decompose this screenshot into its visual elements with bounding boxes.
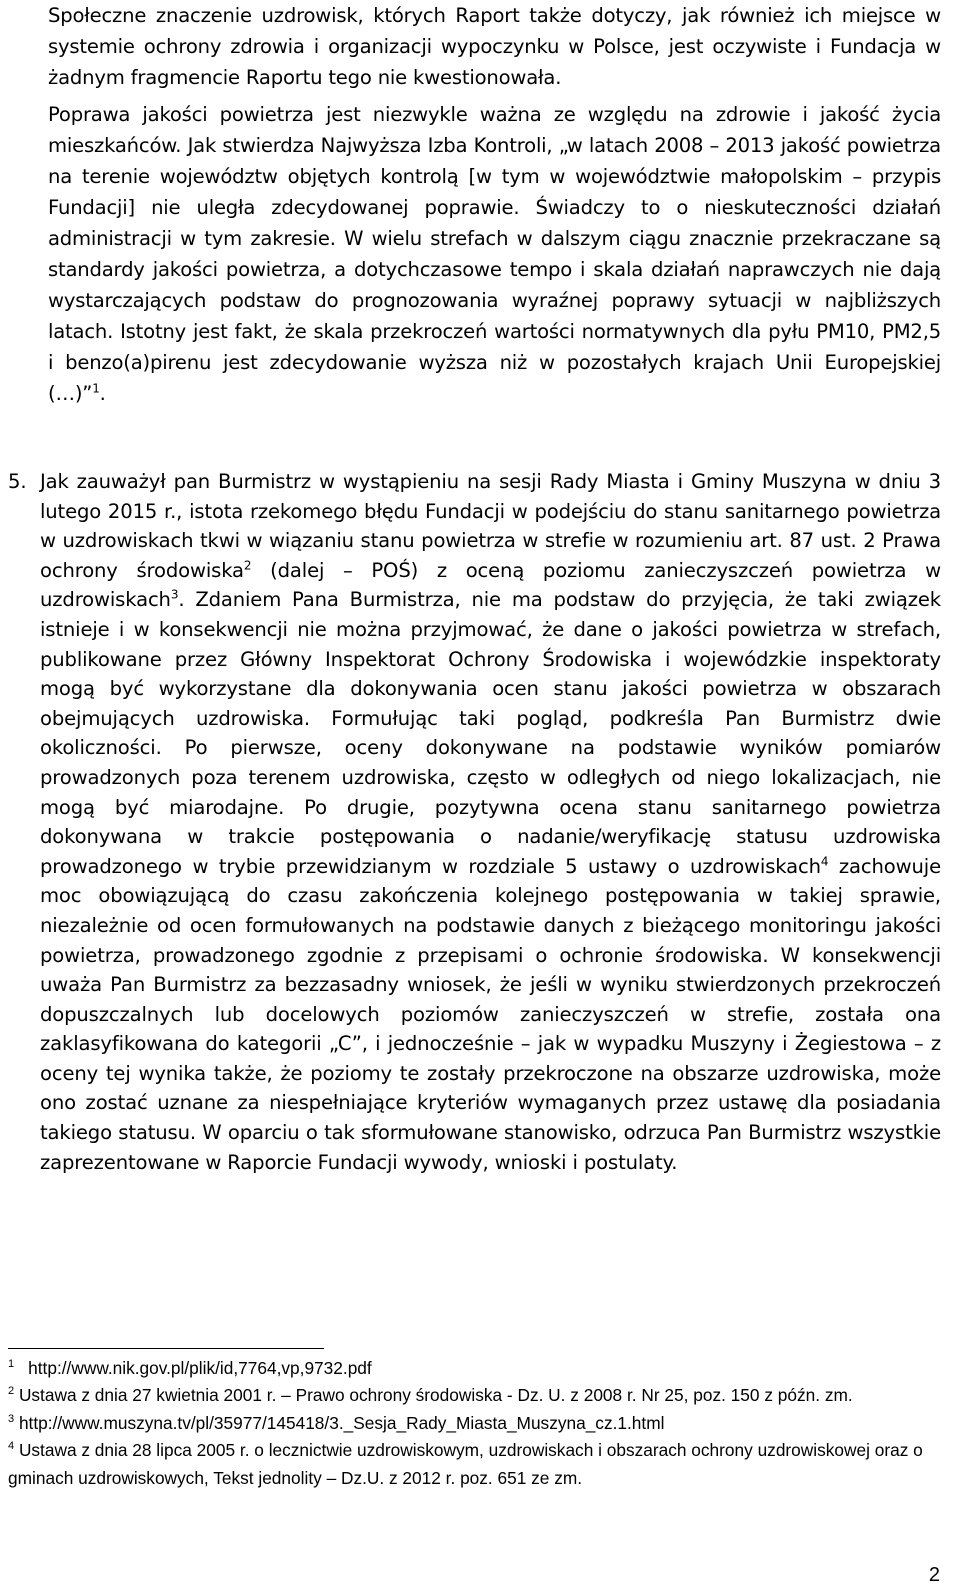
numbered-item-5 <box>8 467 941 1177</box>
item-5-body <box>40 467 941 1177</box>
page-number: 2 <box>928 1564 940 1586</box>
footnote-separator <box>8 1348 324 1349</box>
item-5-text-c: . Zdaniem Pana Burmistrza, nie ma podstaw do przyjęcia, że taki związek istnieje i w konsekwencji nie można przyjmować, że dane o jakości powietrza w strefach, publikowane przez Główny Inspektorat Ochrony Środowiska i wojewódzkie inspektoraty mogą być wykorzystane dla dokonywania ocen stanu jakości powietrza w obszarach obejmujących uzdrowiska. Formułując taki pogląd, podkreśla Pan Burmistrz dwie okoliczności. Po pierwsze, oceny dokonywane na podstawie wyników pomiarów prowadzonych poza terenem uzdrowiska, często w odległych od niego lokalizacjach, nie mogą być miarodajne. Po drugie, pozytywna ocena stanu sanitarnego powietrza dokonywana w trakcie postępowania o nadanie/weryfikację statusu uzdrowiska prowadzonego w trybie przewidzianym w rozdziale 5 ustawy o uzdrowiskach <box>40 588 941 878</box>
footnote-number: 2 <box>8 1385 15 1398</box>
item-5-text-a: Jak zauważył pan Burmistrz w wystąpieniu na sesji Rady Miasta i Gminy Muszyna w dniu 3 lutego 2015 r., istota rzekomego błędu Fundacji w podejściu do stanu sanitarnego powietrza w uzdrowiskach tkwi w wiązaniu stanu powietrza w strefie w rozumieniu art. 87 ust. 2 Prawa ochrony środowiska <box>40 470 941 582</box>
footnote-number: 1 <box>8 1358 15 1371</box>
item-5-text-b: (dalej – POŚ) z oceną poziomu zanieczyszczeń powietrza w uzdrowiskach <box>40 558 941 612</box>
footnote-link[interactable]: http://www.muszyna.tv/pl/35977/145418/3._Sesja_Rady_Miasta_Muszyna_cz.1.html <box>18 1412 665 1433</box>
footnote-1 <box>8 1355 936 1382</box>
paragraph-air-quality-text: Poprawa jakości powietrza jest niezwykle ważna ze względu na zdrowie i jakość życia mieszkańców. Jak stwierdza Najwyższa Izba Kontroli, „w latach 2008 – 2013 jakość powietrza na terenie województw objętych kontrolą [w tym w województwie małopolskim – przypis Fundacji] nie uległa zdecydowanej poprawie. Świadczy to o nieskuteczności działań administracji w tym zakresie. W wielu strefach w dalszym ciągu znacznie przekraczane są standardy jakości powietrza, a dotychczasowe tempo i skala działań naprawczych nie dają wystarczających podstaw do prognozowania wyraźnej poprawy sytuacji w najbliższych latach. Istotny jest fakt, że skala przekroczeń wartości normatywnych dla pyłu PM10, PM2,5 i benzo(a)pirenu jest zdecydowanie wyższa niż w pozostałych krajach Unii Europejskiej (…)” <box>48 103 941 405</box>
footnote-ref-3[interactable]: 3 <box>170 587 179 602</box>
footnote-link[interactable]: http://www.nik.gov.pl/plik/id,7764,vp,9732.pdf <box>28 1358 372 1378</box>
footnote-text: Ustawa z dnia 27 kwietnia 2001 r. – Prawo ochrony środowiska - Dz. U. z 2008 r. Nr 25, poz. 150 z późn. zm. <box>18 1385 853 1406</box>
paragraph-air-quality-end: . <box>99 382 106 405</box>
footnotes <box>8 1355 936 1492</box>
footnote-3 <box>8 1410 936 1437</box>
footnote-number: 3 <box>8 1413 15 1426</box>
item-5-text-d: zachowuje moc obowiązującą do czasu zakończenia kolejnego postępowania w takiej sprawie, niezależnie od ocen formułowanych na podstawie danych z bieżącego monitoringu jakości powietrza, prowadzonego zgodnie z przepisami o ochronie środowiska. W konsekwencji uważa Pan Burmistrz za bezzasadny wniosek, że jeśli w wyniku stwierdzonych przekroczeń dopuszczalnych lub docelowych poziomów zanieczyszczeń w strefie, została ona zaklasyfikowana do kategorii „C”, i jednocześnie – jak w wypadku Muszyny i Żegiestowa – z oceny tej wynika także, że poziomy te zostały przekroczone na obszarze uzdrowiska, może ono zostać uznane za niespełniające kryteriów wymaganych przez ustawę dla posiadania takiego statusu. W oparciu o tak sformułowane stanowisko, odrzuca Pan Burmistrz wszystkie zaprezentowane w Raporcie Fundacji wywody, wnioski i postulaty. <box>40 854 941 1174</box>
item-number: 5. <box>8 470 27 493</box>
footnote-number: 4 <box>8 1440 15 1453</box>
intro-section <box>48 0 941 409</box>
footnote-2 <box>8 1382 936 1409</box>
footnote-ref-1[interactable]: 1 <box>92 381 100 396</box>
paragraph-spa-significance: Społeczne znaczenie uzdrowisk, których Raport także dotyczy, jak również ich miejsce w systemie ochrony zdrowia i organizacji wypoczynku w Polsce, jest oczywiste i Fundacja w żadnym fragmencie Raportu tego nie kwestionowała. <box>48 4 941 89</box>
paragraph-air-quality <box>48 99 941 409</box>
footnote-4 <box>8 1437 936 1492</box>
footnote-ref-4[interactable]: 4 <box>820 854 829 869</box>
footnote-ref-2[interactable]: 2 <box>243 558 252 573</box>
footnote-text: Ustawa z dnia 28 lipca 2005 r. o lecznictwie uzdrowiskowym, uzdrowiskach i obszarach ochrony uzdrowiskowej oraz o gminach uzdrowiskowych, Tekst jednolity – Dz.U. z 2012 r. poz. 651 ze zm. <box>8 1440 923 1488</box>
